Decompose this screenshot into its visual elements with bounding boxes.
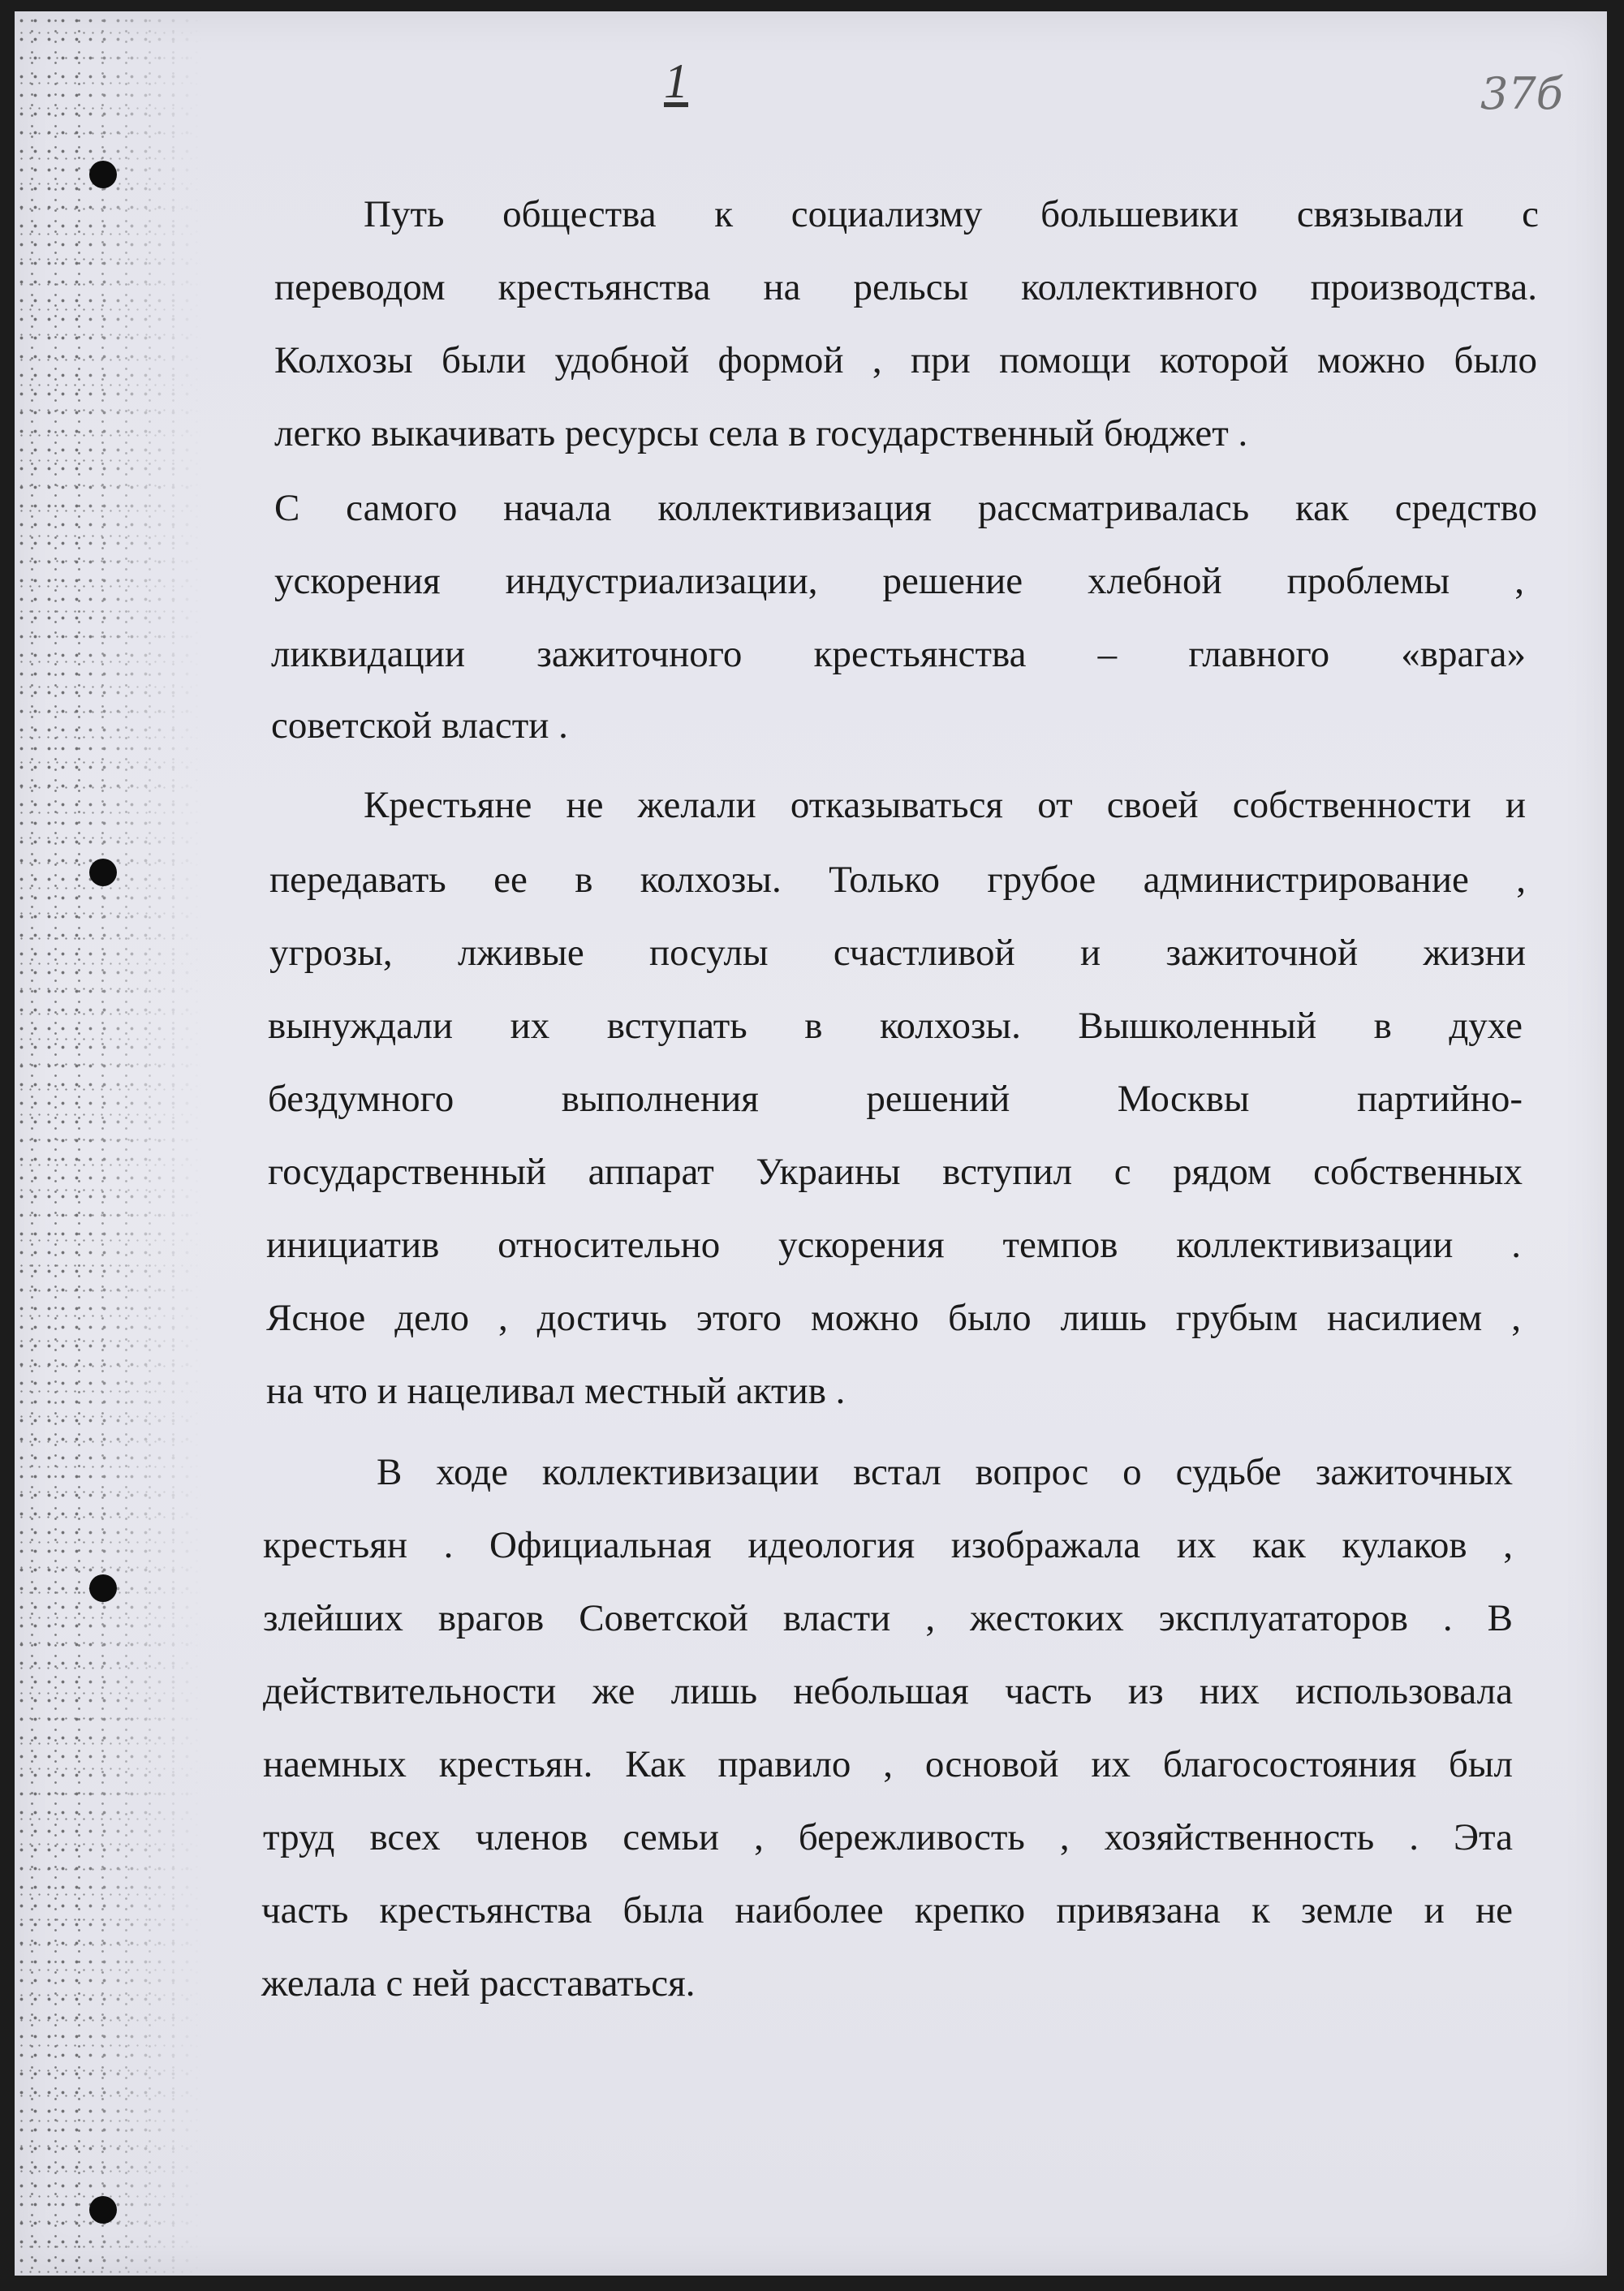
scan-noise-edge	[15, 11, 201, 2276]
text-line: советской власти .	[271, 704, 568, 747]
text-line: В ходе коллективизации встал вопрос о судьбе зажиточных	[377, 1451, 1513, 1493]
text-line: инициатив относительно ускорения темпов коллективизации .	[266, 1224, 1521, 1266]
punch-hole	[89, 1574, 117, 1602]
text-line: бездумного выполнения решений Москвы партийно-	[268, 1078, 1523, 1120]
text-line: вынуждали их вступать в колхозы. Вышколенный в духе	[268, 1005, 1523, 1047]
text-line: действительности же лишь небольшая часть из них использовала	[263, 1670, 1513, 1712]
text-line: переводом крестьянства на рельсы коллективного производства.	[274, 266, 1537, 308]
text-line: злейших врагов Советской власти , жестоких эксплуататоров . В	[263, 1597, 1513, 1639]
text-line: ликвидации зажиточного крестьянства – главного «врага»	[271, 633, 1526, 675]
text-line: крестьян . Официальная идеология изображала их как кулаков ,	[263, 1524, 1513, 1566]
text-line: угрозы, лживые посулы счастливой и зажиточной жизни	[269, 932, 1526, 974]
text-line: государственный аппарат Украины вступил с рядом собственных	[268, 1151, 1523, 1193]
text-line: Ясное дело , достичь этого можно было лишь грубым насилием ,	[266, 1297, 1521, 1339]
archive-sheet-mark: 37б	[1480, 68, 1563, 119]
text-line: легко выкачивать ресурсы села в государственный бюджет .	[274, 412, 1248, 454]
text-line: на что и нацеливал местный актив .	[266, 1370, 846, 1412]
text-line: желала с ней расставаться.	[261, 1962, 696, 2005]
punch-hole	[89, 859, 117, 886]
text-line: ускорения индустриализации, решение хлебной проблемы ,	[274, 560, 1524, 602]
text-line: часть крестьянства была наиболее крепко привязана к земле и не	[261, 1889, 1513, 1931]
text-line: передавать ее в колхозы. Только грубое администрирование ,	[269, 859, 1526, 901]
document-page	[15, 11, 1607, 2276]
text-line: Колхозы были удобной формой , при помощи которой можно было	[274, 339, 1537, 381]
punch-hole	[89, 2196, 117, 2224]
text-line: труд всех членов семьи , бережливость , хозяйственность . Эта	[263, 1816, 1513, 1858]
text-line: Путь общества к социализму большевики связывали с	[364, 193, 1539, 235]
text-line: наемных крестьян. Как правило , основой их благосостояния был	[263, 1743, 1513, 1785]
punch-hole	[89, 161, 117, 188]
text-line: С самого начала коллективизация рассматривалась как средство	[274, 487, 1537, 529]
page-number: 1	[664, 54, 688, 108]
text-line: Крестьяне не желали отказываться от своей собственности и	[364, 784, 1526, 826]
